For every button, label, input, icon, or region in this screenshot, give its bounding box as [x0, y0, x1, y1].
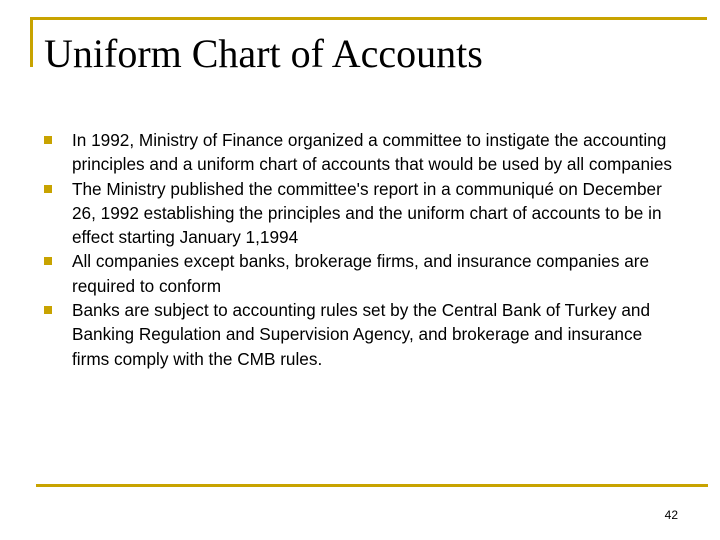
square-bullet-icon	[44, 185, 52, 193]
square-bullet-icon	[44, 257, 52, 265]
bullet-item	[44, 298, 684, 371]
square-bullet-icon	[44, 136, 52, 144]
title-frame-top-rule	[30, 17, 707, 20]
slide-title: Uniform Chart of Accounts	[44, 31, 483, 76]
page-number: 42	[664, 508, 678, 522]
title-frame-left-rule	[30, 17, 33, 67]
bullet-item	[44, 177, 684, 250]
bullet-text: The Ministry published the committee's report in a communiqué on December 26, 1992 establishing the principles and the uniform chart of accounts to be in effect starting January 1,1994	[72, 178, 662, 248]
bullet-item	[44, 249, 684, 298]
bullet-text: In 1992, Ministry of Finance organized a committee to instigate the accounting principles and a uniform chart of accounts that would be used by all companies	[72, 130, 672, 175]
footer-rule	[36, 484, 708, 487]
bullet-item	[44, 128, 684, 177]
square-bullet-icon	[44, 306, 52, 314]
bullet-text: All companies except banks, brokerage firms, and insurance companies are required to conform	[72, 251, 650, 296]
bullet-list	[44, 128, 684, 371]
bullet-text: Banks are subject to accounting rules set by the Central Bank of Turkey and Banking Regulation and Supervision Agency, and brokerage and insurance firms comply with the CMB rules.	[72, 300, 651, 369]
